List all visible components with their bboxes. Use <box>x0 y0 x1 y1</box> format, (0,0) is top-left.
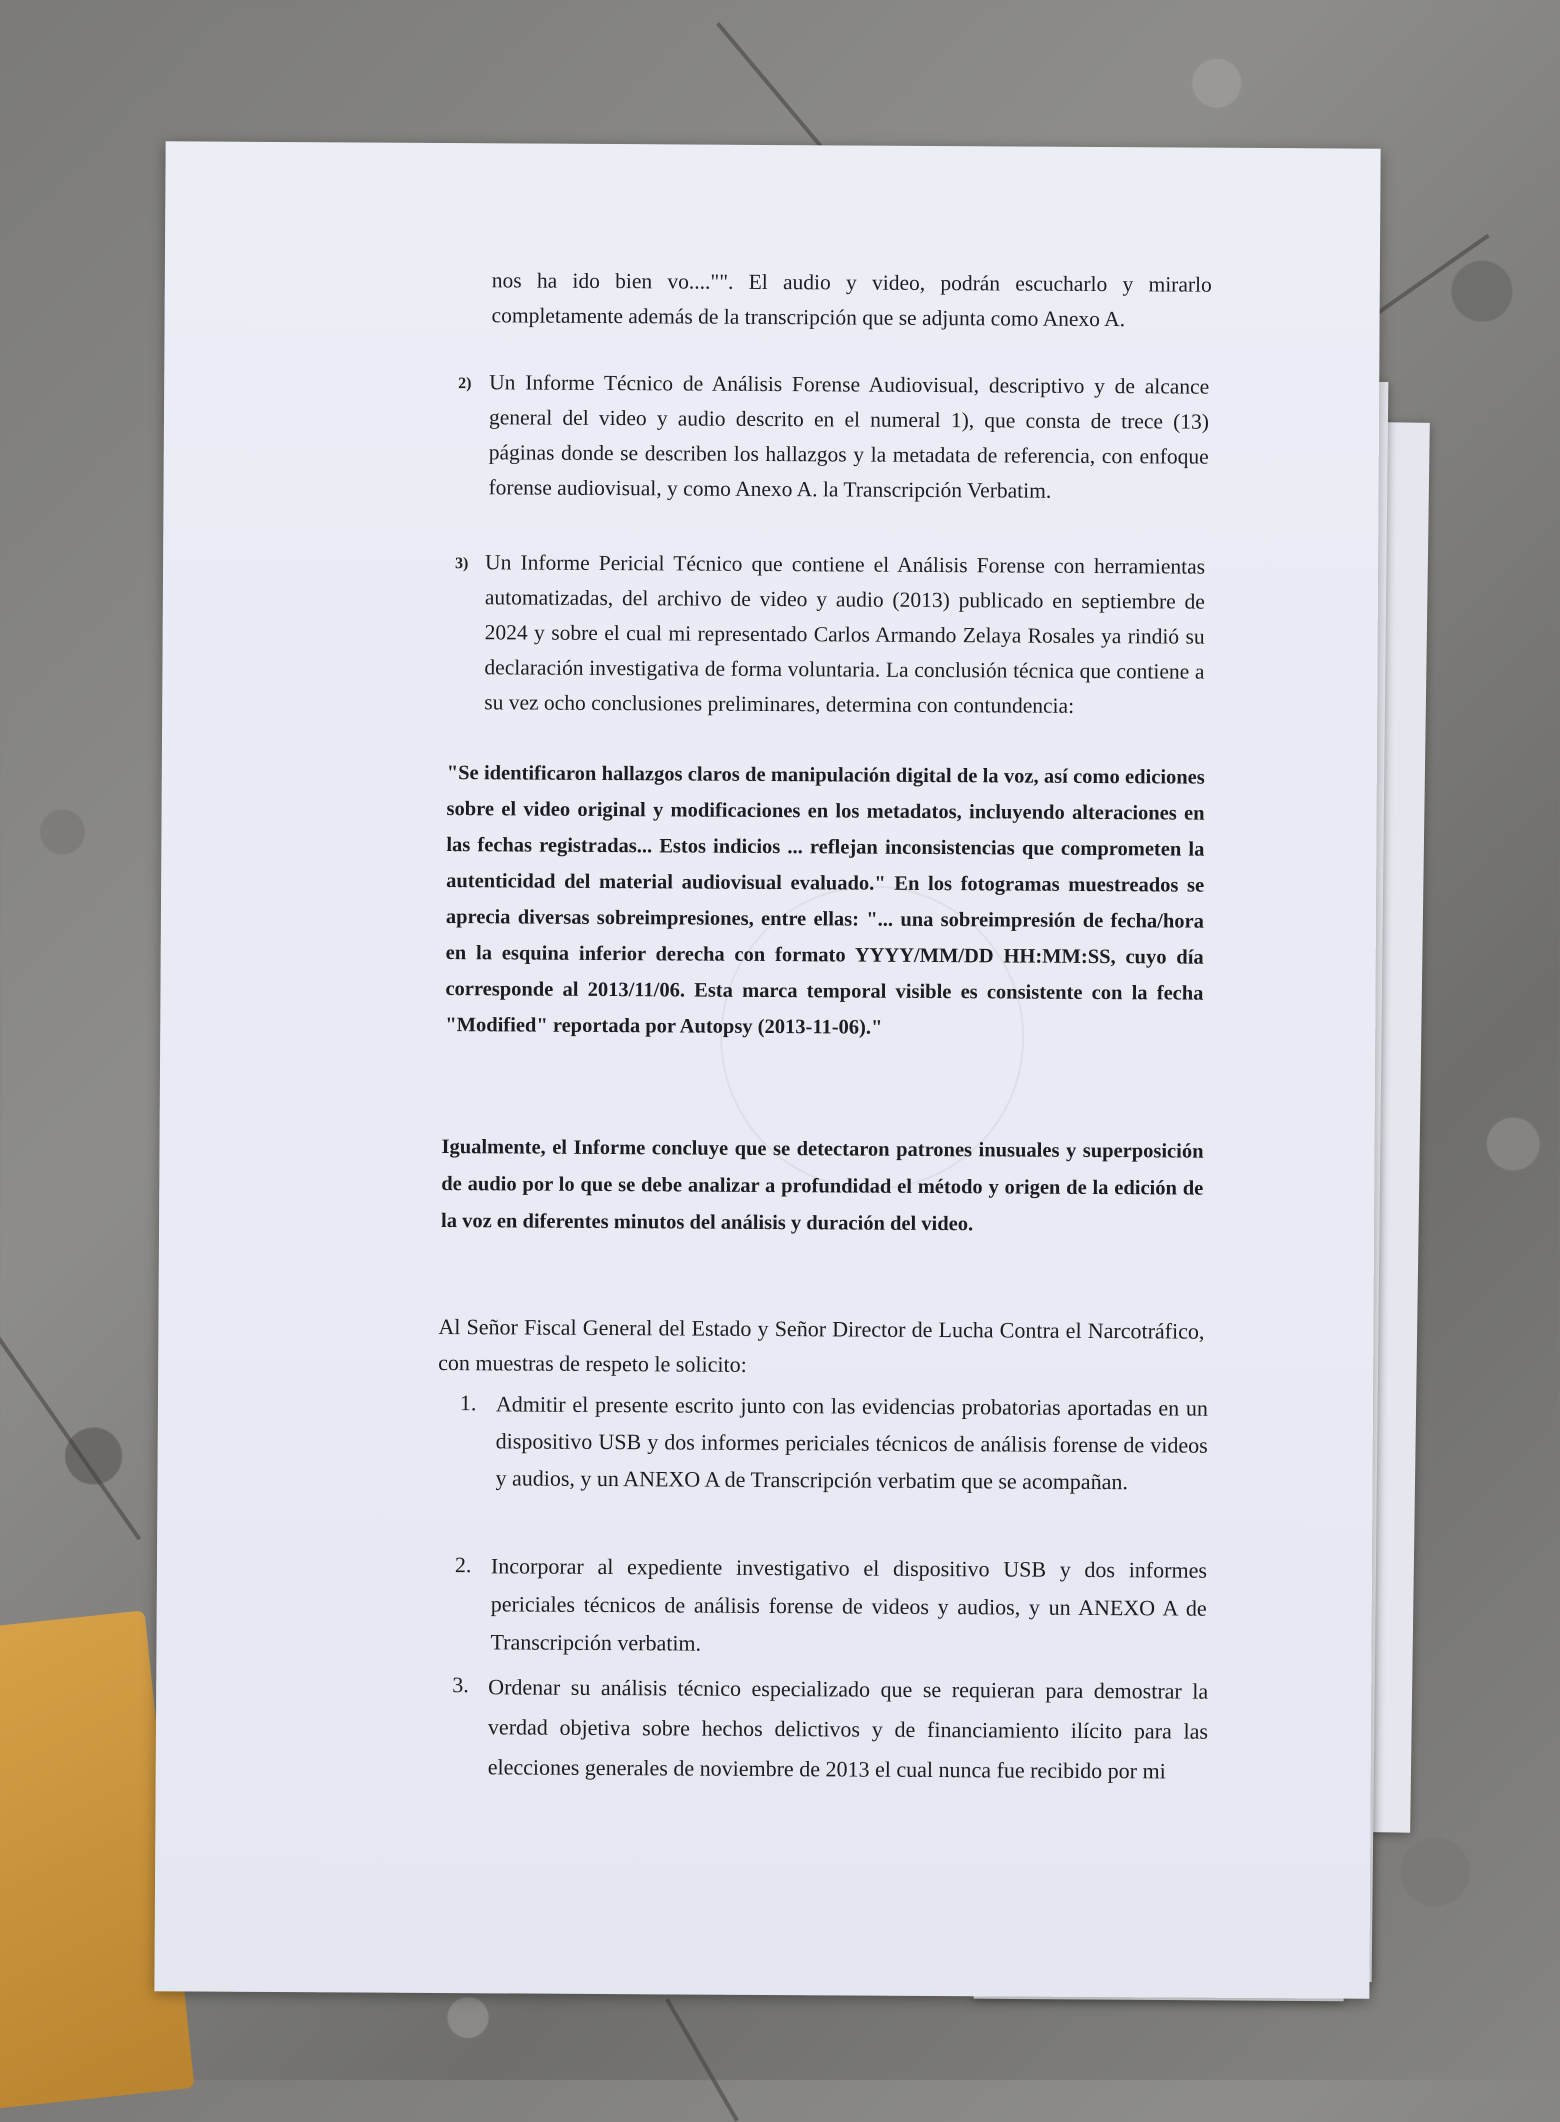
request-item: Admitir el presente escrito junto con las evidencias probatorias aportadas en un dispositivo USB y dos informes periciales técnicos de análisis forense de videos y audios, y un ANEXO A de Transcripción verbatim que se acompañan. <box>495 1391 1209 1495</box>
item-3-paragraph: Un Informe Pericial Técnico que contiene el Análisis Forense con herramientas automatizadas, del archivo de video y audio (2013) publicado en septiembre de 2024 y sobre el cual mi representado Carlos Armando Zelaya Rosales ya rindió su declaración investigativa de forma voluntaria. La conclusión técnica que contiene a su vez ocho conclusiones preliminares, determina con contundencia: <box>484 550 1206 718</box>
request-intro: Al Señor Fiscal General del Estado y Señor Director de Lucha Contra el Narcotráfico, con muestras de respeto le solicito: <box>438 1313 1205 1377</box>
request-item: Ordenar su análisis técnico especializado que se requieran para demostrar la verdad objetiva sobre hechos delictivos y de financiamiento ilícito para las elecciones generales de noviembre de 2013 el cual nunca fue recibido por mi <box>487 1674 1209 1784</box>
floor-joint <box>0 1260 141 1541</box>
continuation-paragraph: nos ha ido bien vo...."". El audio y video, podrán escucharlo y mirarlo completamente además de la transcripción que se adjunta como Anexo A. <box>491 268 1212 332</box>
floor-joint <box>665 1998 738 2121</box>
item-number: 2) <box>458 375 472 393</box>
request-number: 2. <box>454 1552 472 1578</box>
quoted-conclusion: "Se identificaron hallazgos claros de manipulación digital de la voz, así como ediciones sobre el video original y modificaciones en los metadatos, incluyendo alteraciones en las fechas registradas... Estos indicios ... reflejan inconsistencias que comprometen la autenticidad del material audiovisual evaluado." En los fotogramas muestreados se aprecia diversas sobreimpresiones, entre ellas: "... una sobreimpresión de fecha/hora en la esquina inferior derecha con formato YYYY/MM/DD HH:MM:SS, cuyo día corresponde al 2013/11/06. Esta marca temporal visible es consistente con la fecha "Modified" reportada por Autopsy (2013-11-06)." <box>445 762 1205 1039</box>
item-2-paragraph: Un Informe Técnico de Análisis Forense Audiovisual, descriptivo y de alcance general del video y audio descrito en el numeral 1), que consta de trece (13) páginas donde se describen los hallazgos y la metadata de referencia, con enfoque forense audiovisual, y como Anexo A. la Transcripción Verbatim. <box>488 370 1210 503</box>
document-page <box>154 141 1380 1998</box>
request-number: 1. <box>459 1390 477 1416</box>
item-number: 3) <box>455 555 469 573</box>
report-conclusion-paragraph: Igualmente, el Informe concluye que se detectaron patrones inusuales y superposición de audio por lo que se debe analizar a profundidad el método y origen de la edición de la voz en diferentes minutos del análisis y duración del video. <box>441 1136 1204 1236</box>
request-item: Incorporar al expediente investigativo el dispositivo USB y dos informes periciales técnicos de análisis forense de videos y audios, y un ANEXO A de Transcripción verbatim. <box>490 1553 1208 1656</box>
request-number: 3. <box>452 1672 469 1698</box>
